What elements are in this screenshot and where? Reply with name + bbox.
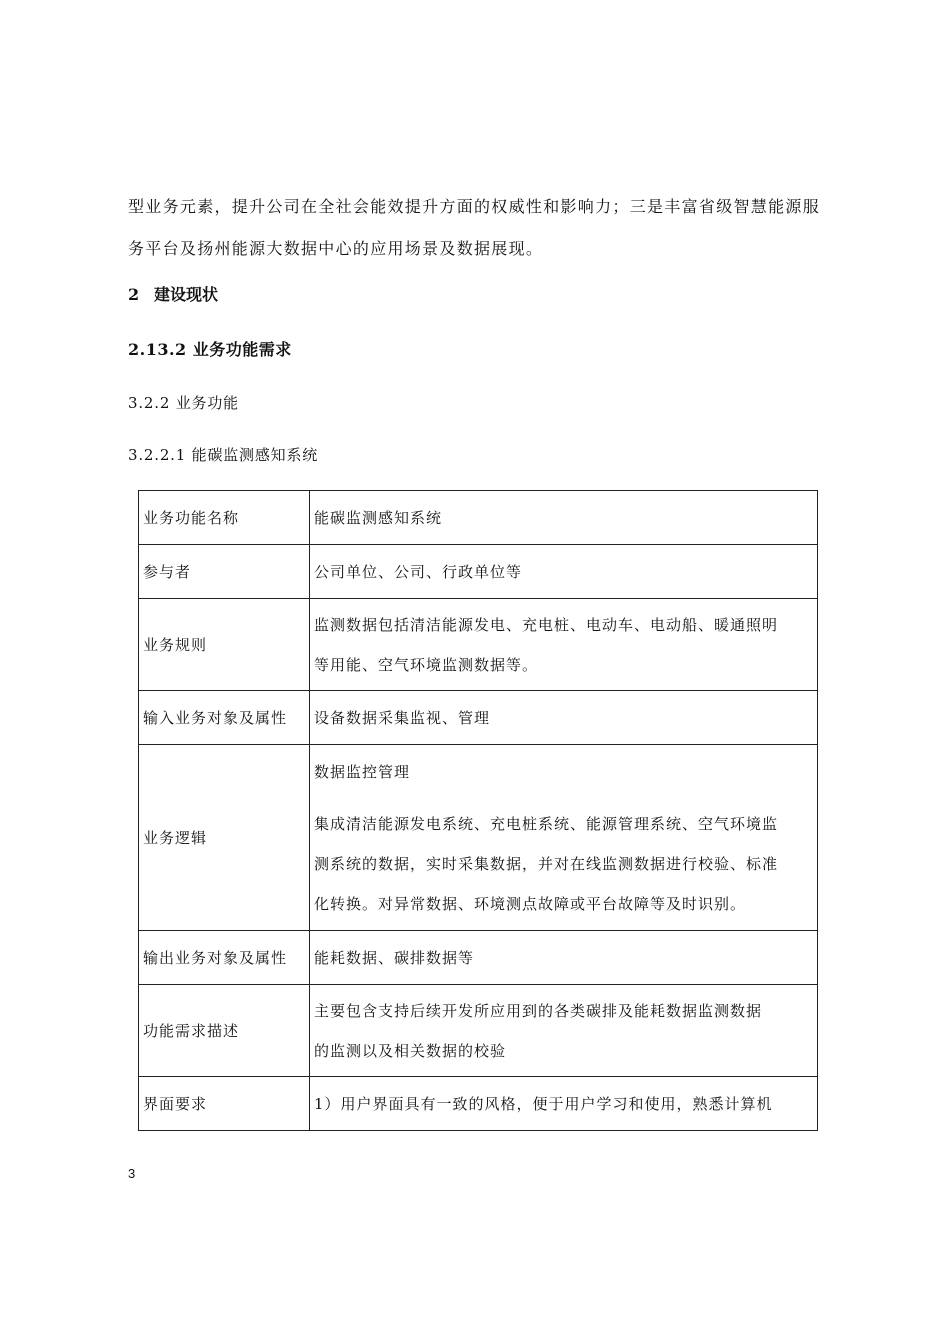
table-row	[139, 1077, 818, 1131]
row-content	[310, 1077, 818, 1131]
row-label: 业务功能名称	[139, 491, 310, 545]
row-label: 输出业务对象及属性	[139, 931, 310, 985]
requirements-table	[138, 490, 818, 1131]
row-content-line: 1）用户界面具有一致的风格，便于用户学习和使用，熟悉计算机	[314, 1094, 773, 1113]
row-content	[310, 545, 818, 599]
row-label: 业务逻辑	[139, 745, 310, 931]
table-row	[139, 745, 818, 931]
row-content	[310, 599, 818, 691]
row-label: 业务规则	[139, 599, 310, 691]
function-heading: 3.2.2.1 能碳监测感知系统	[128, 446, 319, 464]
row-content	[310, 491, 818, 545]
row-content-line: 主要包含支持后续开发所应用到的各类碳排及能耗数据监测数据	[314, 1001, 763, 1020]
row-content	[310, 691, 818, 745]
row-label: 功能需求描述	[139, 985, 310, 1077]
row-label: 输入业务对象及属性	[139, 691, 310, 745]
row-content-line: 能碳监测感知系统	[314, 508, 443, 527]
row-content-line: 测系统的数据，实时采集数据，并对在线监测数据进行校验、标准	[314, 854, 779, 873]
intro-paragraph	[128, 186, 828, 270]
row-content	[310, 985, 818, 1077]
page-number: 3	[128, 1166, 136, 1181]
section-heading	[128, 282, 218, 305]
row-content	[310, 745, 818, 931]
row-content-line: 设备数据采集监视、管理	[314, 708, 491, 727]
section-title: 建设现状	[154, 285, 219, 304]
row-label: 参与者	[139, 545, 310, 599]
row-content-line: 能耗数据、碳排数据等	[314, 948, 475, 967]
table-row	[139, 985, 818, 1077]
row-label: 界面要求	[139, 1077, 310, 1131]
row-content-line: 等用能、空气环境监测数据等。	[314, 655, 539, 674]
row-content-line: 监测数据包括清洁能源发电、充电桩、电动车、电动船、暖通照明	[314, 615, 779, 634]
intro-line-2: 务平台及扬州能源大数据中心的应用场景及数据展现。	[128, 239, 544, 258]
table-row	[139, 691, 818, 745]
row-content-subtitle: 数据监控管理	[314, 762, 411, 781]
section-number: 2	[128, 285, 140, 304]
intro-line-1: 型业务元素，提升公司在全社会能效提升方面的权威性和影响力；三是丰富省级智慧能源服	[128, 197, 821, 216]
row-content-line: 的监测以及相关数据的校验	[314, 1041, 507, 1060]
row-content	[310, 931, 818, 985]
table-row	[139, 599, 818, 691]
row-content-line: 公司单位、公司、行政单位等	[314, 562, 523, 581]
row-content-line: 化转换。对异常数据、环境测点故障或平台故障等及时识别。	[314, 894, 747, 913]
table-row	[139, 545, 818, 599]
row-content-line: 集成清洁能源发电系统、充电桩系统、能源管理系统、空气环境监	[314, 814, 779, 833]
subsection-heading: 2.13.2 业务功能需求	[128, 340, 292, 359]
table-row	[139, 491, 818, 545]
table-row	[139, 931, 818, 985]
subsubsection-heading: 3.2.2 业务功能	[128, 394, 239, 412]
